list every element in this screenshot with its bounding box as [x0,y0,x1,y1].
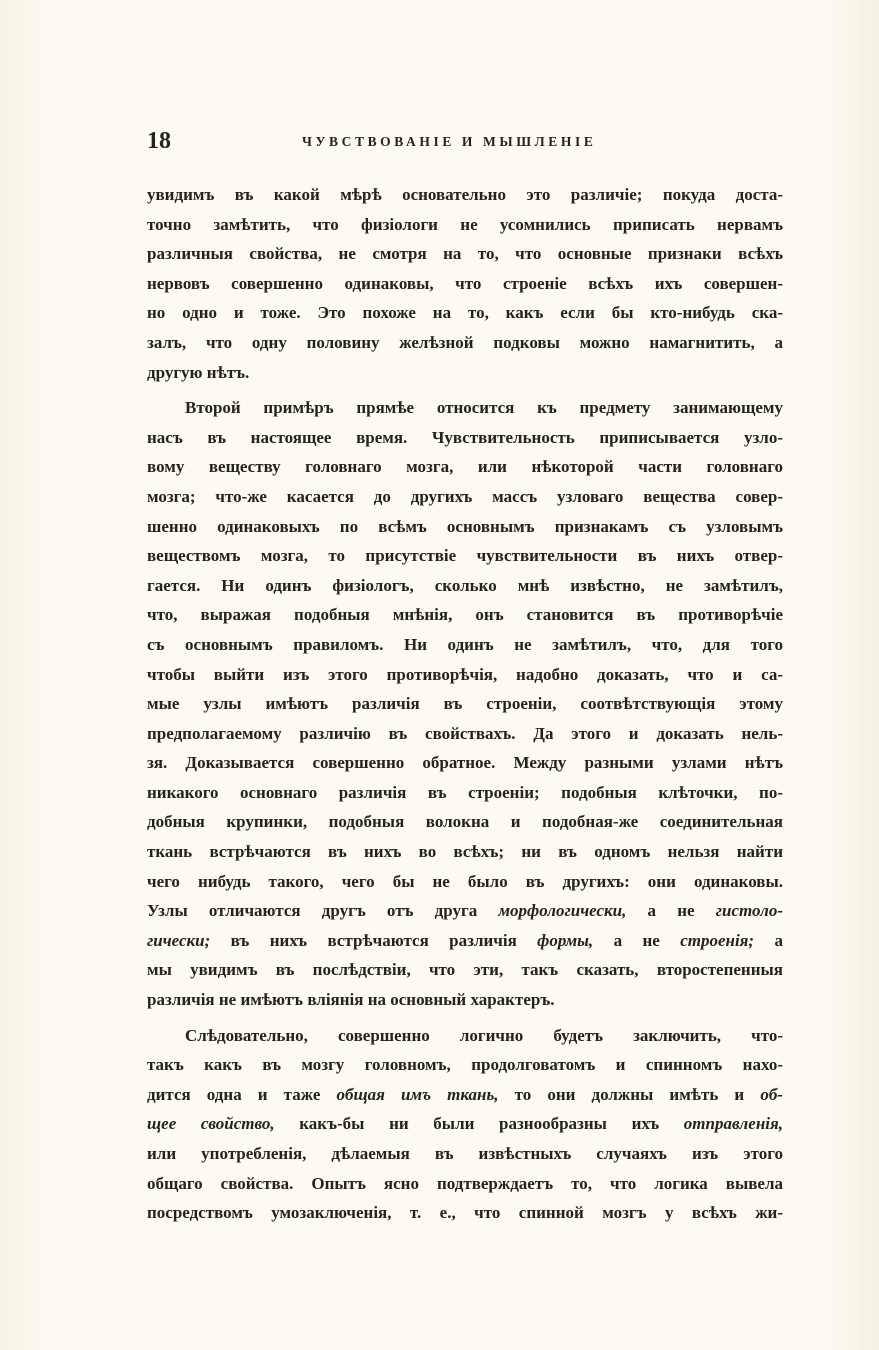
text-line: мозга; что-же касается до другихъ массъ узловаго вещества совер- [147,486,783,506]
italic-term: гически; [147,930,211,950]
italic-term: формы, [537,930,594,950]
text-line: Второй примѣръ прямѣе относится къ предмету занимающему [185,398,783,418]
text-line: чтобы выйти изъ этого противорѣчія, надобно доказать, что и са- [147,664,783,684]
italic-term: щее свойство, [147,1114,275,1134]
paragraph-1 [147,180,783,387]
text-line: такъ какъ въ мозгу головномъ, продолговатомъ и спинномъ нахо- [147,1055,783,1075]
paragraph-3 [147,1021,783,1228]
text-line: вому веществу головнаго мозга, или нѣкоторой части головнаго [147,457,783,477]
italic-term: морфологически, [498,901,627,921]
text-line: увидимъ въ какой мѣрѣ основательно это различіе; покуда доста- [147,185,783,204]
text-line: насъ въ настоящее время. Чувствительность приписывается узло- [147,427,783,447]
text-line: гается. Ни одинъ физіологъ, сколько мнѣ извѣстно, не замѣтилъ, [147,575,783,595]
text-line: различія не имѣютъ вліянія на основный характеръ. [147,990,555,1010]
body-text [147,180,783,1228]
text-line: Узлы отличаются другъ отъ друга морфологически, а не гистоло- [147,901,784,921]
text-line: что, выражая подобныя мнѣнія, онъ становится въ противорѣчіе [147,605,783,625]
text-line: другую нѣтъ. [147,362,250,382]
page-header [147,128,783,156]
text-line: мые узлы имѣютъ различія въ строеніи, соотвѣтствующія этому [147,694,783,714]
text-line: чего нибудь такого, чего бы не было въ другихъ: они одинаковы. [147,871,783,891]
italic-term: гистоло- [715,901,784,921]
text-line: ткань встрѣчаются въ нихъ во всѣхъ; ни въ одномъ нельзя найти [147,842,783,862]
italic-term: отправленія, [683,1114,783,1134]
text-line: или употребленія, дѣлаемыя въ извѣстныхъ случаяхъ изъ этого [147,1144,783,1163]
text-line: нервовъ совершенно одинаковы, что строеніе всѣхъ ихъ совершен- [147,273,783,293]
page-number: 18 [147,128,171,154]
text-line: гически; въ нихъ встрѣчаются различія формы, а не строенія; а [147,930,783,950]
italic-term: об- [760,1084,783,1104]
text-line: никакого основнаго различія въ строеніи; подобныя клѣточки, по- [147,782,783,802]
paragraph-2 [147,393,783,1014]
italic-term: общая имъ ткань, [336,1084,499,1104]
running-title: ЧУВСТВОВАНІЕ И МЫШЛЕНІЕ [302,134,597,149]
text-line: но одно и тоже. Это похоже на то, какъ если бы кто-нибудь ска- [147,303,783,323]
text-line: щее свойство, какъ-бы ни были разнообразны ихъ отправленія, [147,1114,783,1134]
text-line: Слѣдовательно, совершенно логично будетъ заключить, что- [185,1025,783,1045]
text-line: предполагаемому различію въ свойствахъ. Да этого и доказать нель- [147,723,783,743]
text-line: шенно одинаковыхъ по всѣмъ основнымъ признакамъ съ узловымъ [147,516,783,536]
text-line: веществомъ мозга, то присутствіе чувствительности въ нихъ отвер- [147,546,783,566]
text-line: точно замѣтить, что физіологи не усомнились приписать нервамъ [147,214,783,234]
text-line: мы увидимъ въ послѣдствіи, что эти, такъ сказать, второстепенныя [147,960,783,980]
text-line: зя. Доказывается совершенно обратное. Между разными узлами нѣтъ [147,753,783,773]
text-line: съ основнымъ правиломъ. Ни одинъ не замѣтилъ, что, для того [147,634,783,654]
text-line: залъ, что одну половину желѣзной подковы можно намагнитить, а [147,332,783,352]
text-line: дится одна и таже общая имъ ткань, то они должны имѣть и об- [147,1084,783,1104]
text-line: общаго свойства. Опытъ ясно подтверждаетъ то, что логика вывела [147,1173,783,1193]
text-line: добныя крупинки, подобныя волокна и подобная-же соединительная [147,812,783,832]
italic-term: строенія; [680,930,755,950]
text-line: различныя свойства, не смотря на то, что основные признаки всѣхъ [147,244,783,264]
text-line: посредствомъ умозаключенія, т. е., что спинной мозгъ у всѣхъ жи- [147,1203,783,1223]
